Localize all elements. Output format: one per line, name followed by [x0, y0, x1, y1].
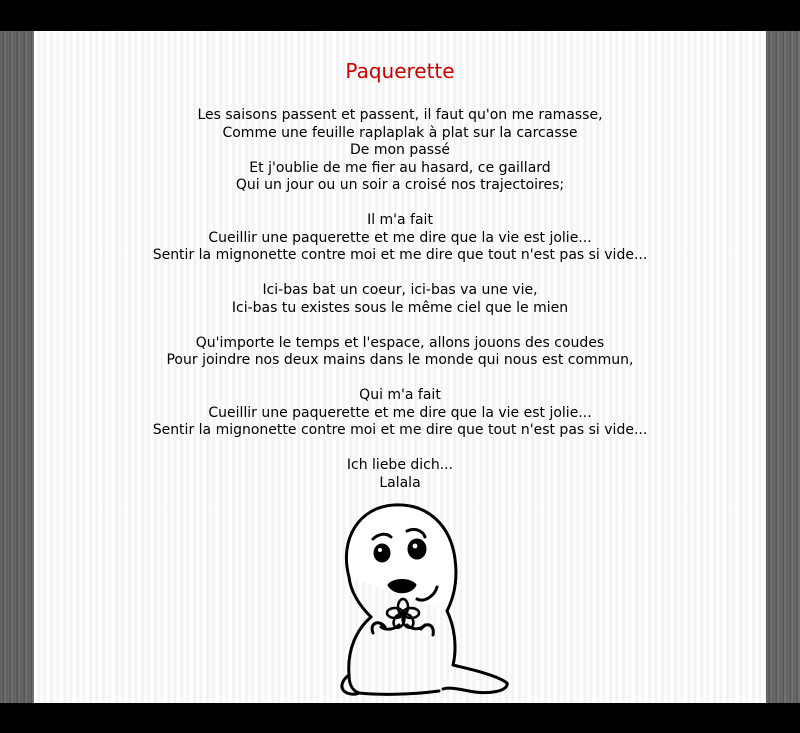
poem-page — [34, 31, 766, 703]
poem-line: Lalala — [379, 474, 421, 491]
left-striped-border — [0, 31, 34, 703]
poem-line: De mon passé — [349, 142, 451, 158]
seal-holding-daisy-icon — [329, 499, 529, 699]
poem-line: Et j'oublie de me fier au hasard, ce gaillard — [249, 159, 551, 176]
stanza-1 — [34, 107, 766, 195]
poem-line: Qu'importe le temps et l'espace, allons jouons des coudes — [195, 334, 605, 351]
poem-line: Comme une feuille raplaplak à plat sur la carcasse — [222, 124, 578, 141]
poem-line: Pour joindre nos deux mains dans le monde qui nous est commun, — [166, 352, 634, 368]
poem-title: Paquerette — [345, 59, 455, 83]
poem-line: Les saisons passent et passent, il faut qu'on me ramasse, — [197, 107, 603, 123]
stanza-3 — [34, 282, 766, 317]
stanza-6 — [34, 457, 766, 492]
poem-line: Sentir la mignonette contre moi et me dire que tout n'est pas si vide... — [152, 422, 648, 438]
poem-line: Ich liebe dich... — [346, 457, 454, 473]
right-striped-border — [766, 31, 800, 703]
poem-line: Il m'a fait — [367, 212, 433, 228]
poem-line: Qui m'a fait — [359, 387, 441, 403]
poem-body — [34, 107, 766, 510]
poem-line: Cueillir une paquerette et me dire que la vie est jolie... — [208, 404, 592, 421]
poem-line: Qui un jour ou un soir a croisé nos trajectoires; — [235, 177, 565, 193]
poem-line: Sentir la mignonette contre moi et me dire que tout n'est pas si vide... — [152, 247, 648, 263]
poem-line: Ici-bas bat un coeur, ici-bas va une vie, — [262, 282, 538, 298]
stanza-4 — [34, 335, 766, 370]
poem-line: Cueillir une paquerette et me dire que la vie est jolie... — [208, 229, 592, 246]
stanza-5 — [34, 387, 766, 440]
poem-line: Ici-bas tu existes sous le même ciel que le mien — [231, 299, 569, 316]
stanza-2 — [34, 212, 766, 265]
